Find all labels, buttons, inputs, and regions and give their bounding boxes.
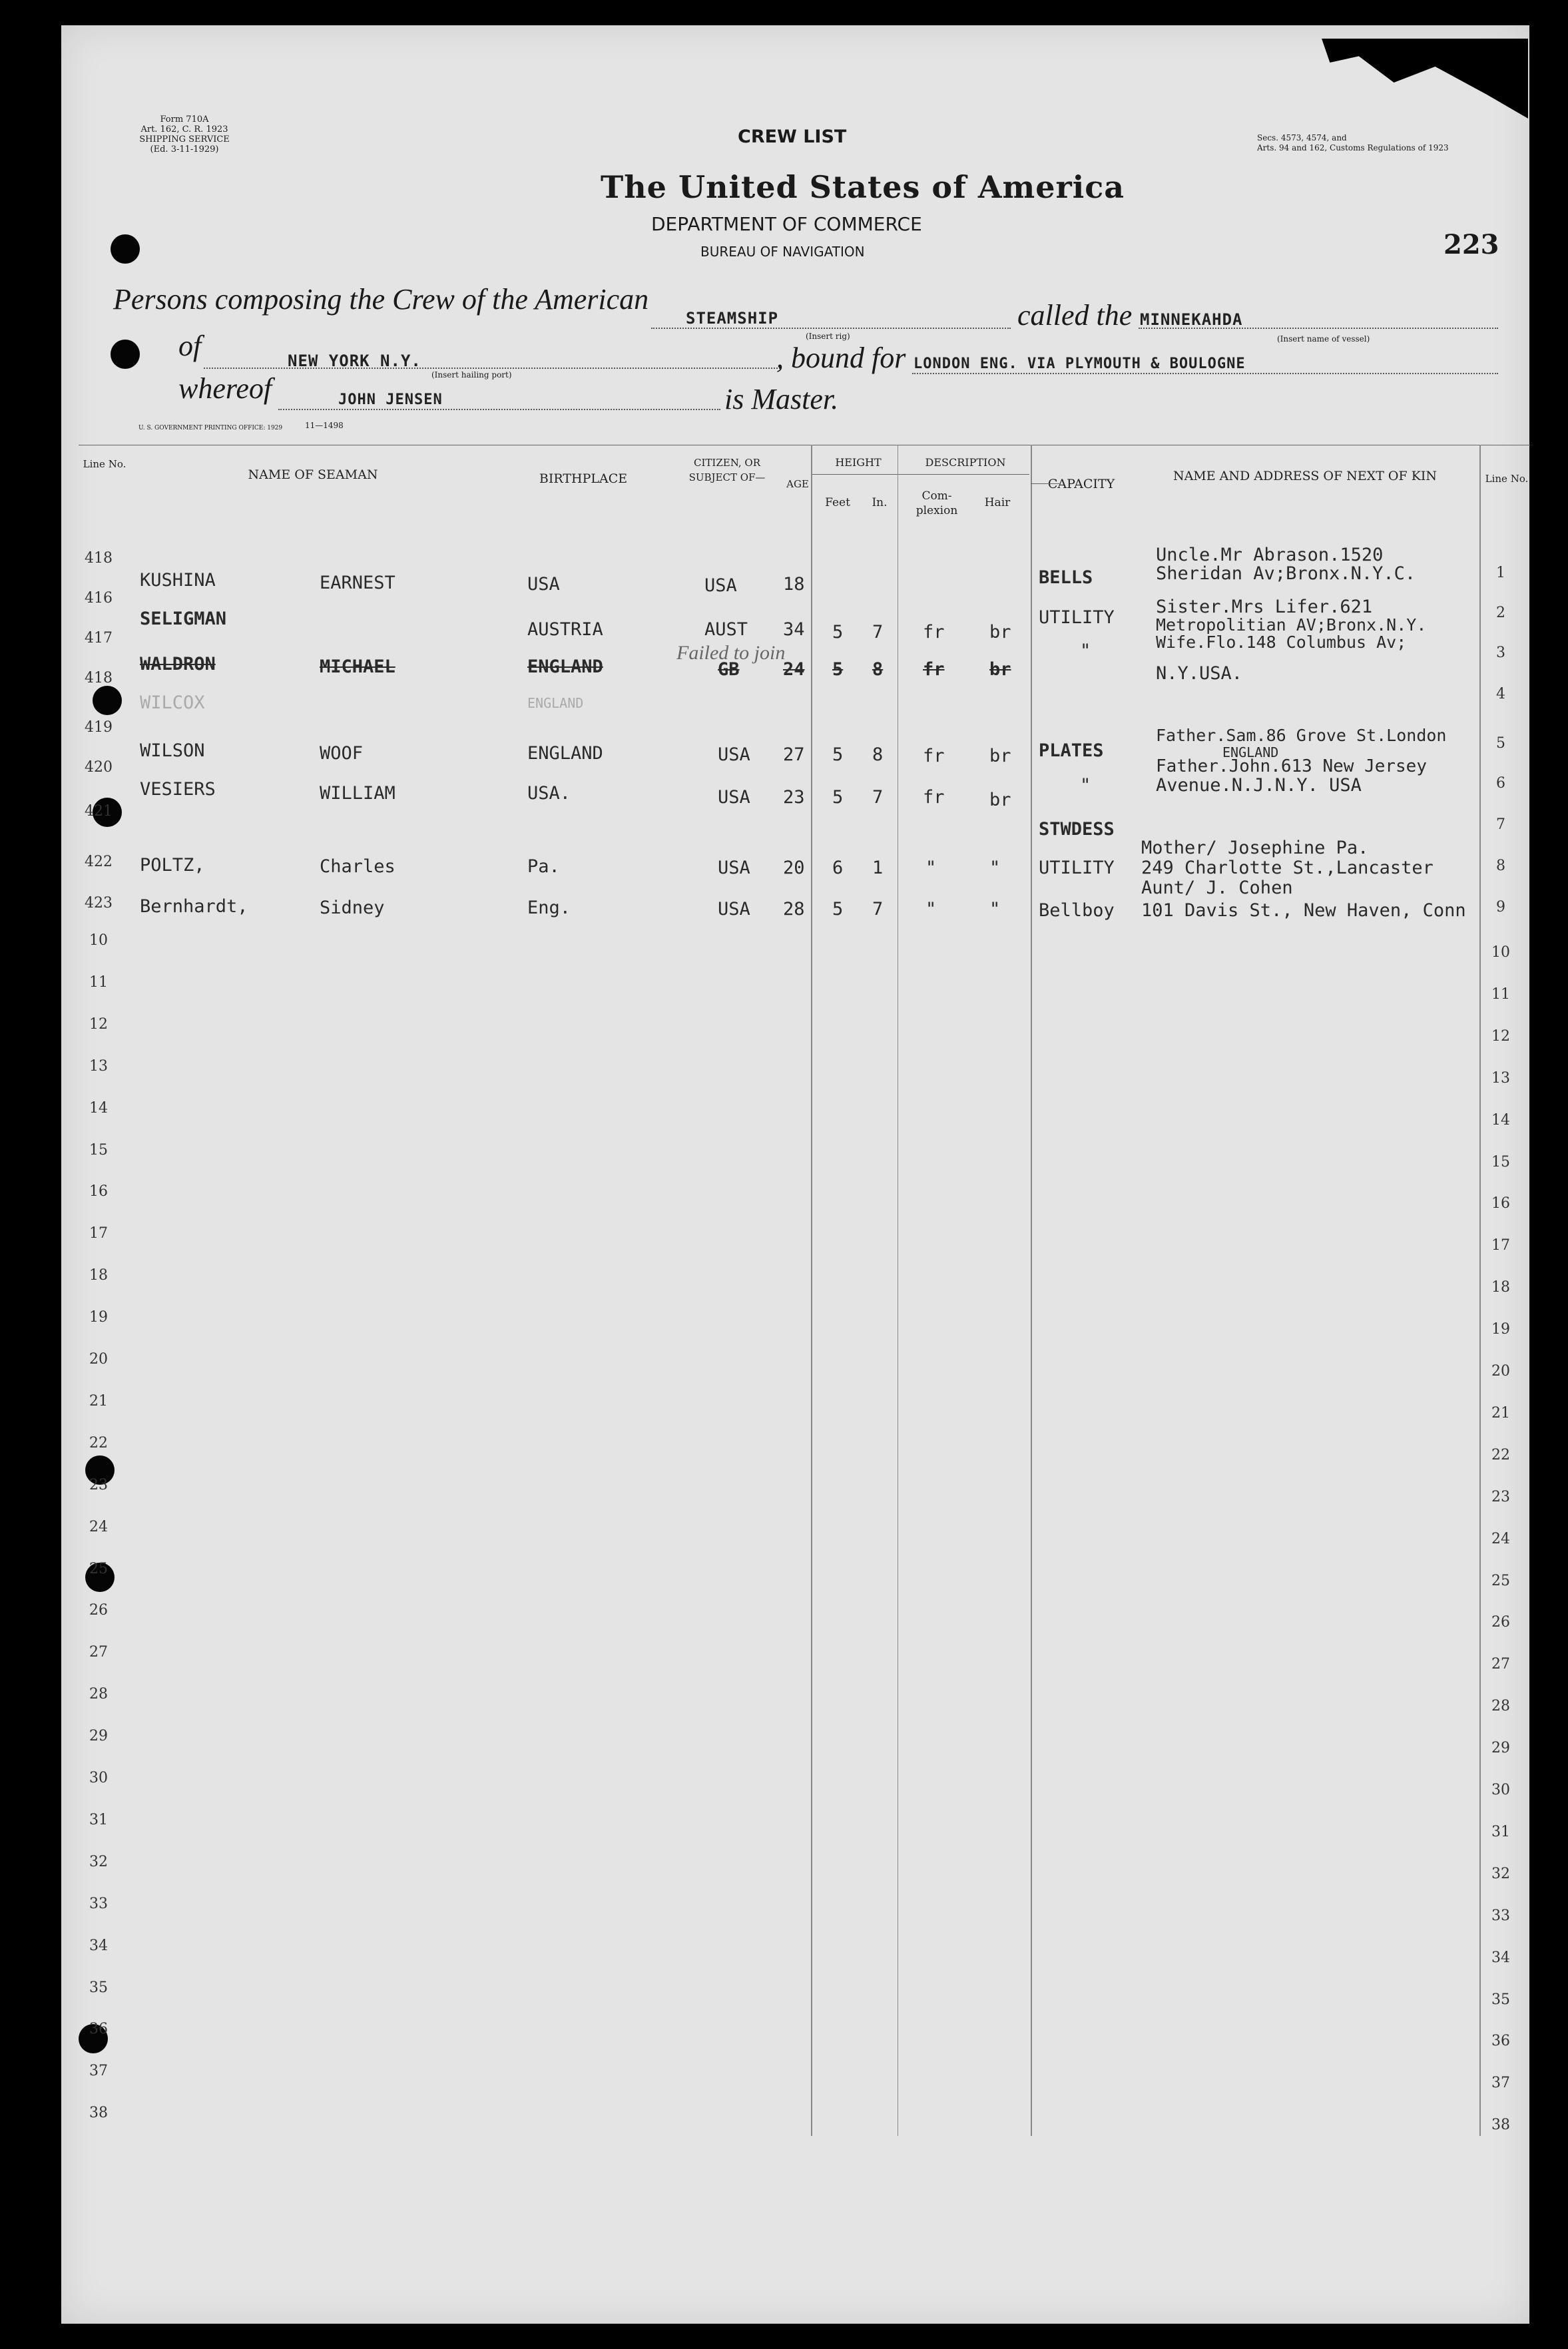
kin-name: Father.Sam.86 Grove St.London: [1156, 726, 1447, 745]
complexion: fr: [923, 622, 945, 643]
left-line-number: 26: [89, 1602, 108, 1619]
left-line-number: 27: [89, 1644, 108, 1661]
bureau-heading: BUREAU OF NAVIGATION: [700, 244, 865, 260]
kin-address: 249 Charlotte St.,Lancaster: [1141, 858, 1434, 878]
left-line-number: 31: [89, 1812, 108, 1828]
left-line-number: 29: [89, 1728, 108, 1744]
regulation-articles: Arts. 94 and 162, Customs Regulations of 1923: [1257, 143, 1449, 152]
left-line-number: 417: [85, 630, 113, 647]
seaman-given-name: Charles: [320, 856, 395, 877]
birthplace: Pa.: [527, 856, 560, 877]
right-line-number: 7: [1496, 816, 1505, 833]
height-inches: 7: [872, 787, 884, 808]
right-line-number: 25: [1491, 1573, 1510, 1589]
height-inches: 8: [872, 659, 884, 680]
kin-name: Uncle.Mr Abrason.1520: [1156, 545, 1384, 565]
citizenship: USA: [718, 899, 750, 919]
rule-before-capacity: [1031, 445, 1032, 2136]
label-bound: , bound for: [776, 342, 906, 374]
kin-address: N.Y.USA.: [1156, 663, 1243, 684]
citizenship: USA: [718, 744, 750, 765]
col-height: HEIGHT: [835, 456, 882, 469]
capacity: UTILITY: [1039, 607, 1115, 628]
birthplace: USA: [527, 574, 560, 595]
age: 20: [783, 858, 805, 878]
right-line-number: 26: [1491, 1614, 1510, 1631]
left-line-number: 18: [89, 1267, 108, 1284]
right-line-number: 17: [1491, 1237, 1510, 1254]
form-edition: (Ed. 3-11-1929): [150, 144, 219, 154]
left-line-number: 32: [89, 1854, 108, 1870]
seaman-given-name: Sidney: [320, 898, 385, 918]
right-line-number: 10: [1491, 944, 1510, 961]
col-line-no-right: Line No.: [1485, 473, 1529, 485]
vessel-rig: STEAMSHIP: [686, 309, 779, 328]
right-line-number: 21: [1491, 1405, 1510, 1422]
citizenship: USA: [704, 575, 737, 596]
rig-line: [651, 328, 1011, 329]
left-line-number: 37: [89, 2063, 108, 2079]
left-line-number: 422: [85, 854, 113, 870]
label-master: is Master.: [724, 383, 839, 415]
right-line-number: 2: [1496, 605, 1505, 621]
col-inches: In.: [872, 496, 888, 509]
punch-hole: [111, 340, 140, 369]
right-line-number: 16: [1491, 1195, 1510, 1212]
left-line-number: 38: [89, 2105, 108, 2121]
left-line-number: 14: [89, 1100, 108, 1117]
height-inches: 7: [872, 899, 884, 919]
right-line-number: 20: [1491, 1363, 1510, 1380]
kin-name: Mother/ Josephine Pa.: [1141, 838, 1369, 858]
form-article: Art. 162, C. R. 1923: [140, 125, 228, 134]
right-line-number: 33: [1491, 1908, 1510, 1924]
left-line-number: 15: [89, 1142, 108, 1159]
hair: br: [989, 790, 1011, 810]
punch-hole: [111, 234, 140, 264]
hair: ": [989, 899, 1001, 919]
citizenship: AUST: [704, 619, 748, 640]
left-line-number: 423: [85, 895, 113, 912]
form-number: Form 710A: [160, 115, 209, 125]
right-line-number: 24: [1491, 1531, 1510, 1547]
right-line-number: 14: [1491, 1112, 1510, 1129]
height-desc-rule: [812, 474, 1029, 475]
left-line-number: 12: [89, 1016, 108, 1033]
kin-name: Wife.Flo.148 Columbus Av;: [1156, 633, 1407, 652]
right-line-number: 1: [1496, 565, 1505, 581]
citizenship: USA: [718, 858, 750, 878]
height-feet: 6: [832, 858, 844, 878]
left-line-number: 30: [89, 1770, 108, 1786]
kin-address: Sheridan Av;Bronx.N.Y.C.: [1156, 563, 1416, 584]
label-of: of: [178, 330, 202, 362]
birthplace: Eng.: [527, 898, 571, 918]
capacity: ": [1080, 641, 1091, 661]
kin-name: Aunt/ J. Cohen: [1141, 878, 1293, 898]
right-line-number: 37: [1491, 2075, 1510, 2091]
right-line-number: 11: [1491, 986, 1510, 1003]
height-inches: 8: [872, 744, 884, 765]
col-next-of-kin: NAME AND ADDRESS OF NEXT OF KIN: [1173, 469, 1437, 483]
height-inches: 7: [872, 622, 884, 643]
col-birthplace: BIRTHPLACE: [539, 471, 628, 486]
print-code: 11—1498: [305, 421, 344, 430]
left-line-number: 25: [89, 1561, 108, 1577]
age: 24: [783, 659, 805, 680]
kin-address: Avenue.N.J.N.Y. USA: [1156, 775, 1362, 796]
right-line-number: 3: [1496, 645, 1505, 661]
age: 27: [783, 744, 805, 765]
seaman-given-name: WOOF: [320, 743, 364, 764]
col-description: DESCRIPTION: [925, 456, 1006, 469]
right-line-number: 34: [1491, 1950, 1510, 1966]
col-citizen: CITIZEN, OR SUBJECT OF—: [688, 457, 766, 483]
hailing-port: NEW YORK N.Y.: [288, 352, 421, 370]
left-line-number: 28: [89, 1686, 108, 1702]
left-line-number: 34: [89, 1938, 108, 1954]
left-line-number: 20: [89, 1351, 108, 1368]
complexion: fr: [923, 746, 945, 766]
kin-address: 101 Davis St., New Haven, Conn: [1141, 900, 1466, 921]
rig-hint: (Insert rig): [806, 332, 850, 341]
right-line-number: 19: [1491, 1321, 1510, 1338]
height-feet: 5: [832, 659, 844, 680]
right-line-number: 13: [1491, 1070, 1510, 1087]
label-whereof: whereof: [178, 372, 272, 405]
height-feet: 5: [832, 787, 844, 808]
col-line-no: Line No.: [83, 458, 127, 470]
left-line-number: 19: [89, 1309, 108, 1326]
height-inches: 1: [872, 858, 884, 878]
right-line-number: 15: [1491, 1154, 1510, 1171]
left-line-number: 416: [85, 590, 113, 607]
age: 23: [783, 787, 805, 808]
destination: LONDON ENG. VIA PLYMOUTH & BOULOGNE: [914, 356, 1246, 372]
birthplace: USA.: [527, 783, 571, 804]
form-info: [115, 115, 254, 154]
master-name: JOHN JENSEN: [338, 392, 443, 408]
right-line-number: 27: [1491, 1656, 1510, 1673]
col-age: AGE: [786, 478, 809, 490]
age: 34: [783, 619, 805, 640]
regulation-sections: Secs. 4573, 4574, and: [1257, 133, 1347, 142]
citizenship: GB: [718, 659, 740, 680]
seaman-surname: WILCOX: [140, 692, 205, 713]
col-hair: Hair: [984, 496, 1011, 509]
punch-hole: [93, 686, 122, 715]
left-line-number: 420: [85, 759, 113, 776]
left-line-number: 36: [89, 2021, 108, 2037]
left-line-number: 17: [89, 1225, 108, 1242]
col-capacity: CAPACITY: [1047, 477, 1115, 491]
age: 18: [783, 574, 805, 595]
complexion: ": [925, 858, 937, 878]
seaman-surname: SELIGMAN: [140, 609, 227, 629]
right-line-number: 22: [1491, 1447, 1510, 1463]
form-service: SHIPPING SERVICE: [139, 134, 230, 144]
page-number: 223: [1443, 229, 1499, 260]
hair: br: [989, 622, 1011, 643]
citizenship: USA: [718, 787, 750, 808]
capacity: PLATES: [1039, 740, 1104, 761]
port-hint: (Insert hailing port): [431, 370, 512, 380]
capacity: BELLS: [1039, 567, 1093, 588]
capacity: STWDESS: [1039, 819, 1115, 840]
kin-address: ENGLAND: [1222, 744, 1279, 760]
right-line-number: 36: [1491, 2033, 1510, 2049]
right-line-number: 28: [1491, 1698, 1510, 1714]
right-line-number: 31: [1491, 1824, 1510, 1840]
kin-address: Metropolitian AV;Bronx.N.Y.: [1156, 615, 1427, 635]
left-line-number: 21: [89, 1393, 108, 1410]
left-line-number: 24: [89, 1519, 108, 1535]
right-line-number: 29: [1491, 1740, 1510, 1756]
capacity: Bellboy: [1039, 900, 1115, 921]
birthplace: ENGLAND: [527, 695, 584, 711]
right-line-number: 35: [1491, 1991, 1510, 2008]
vessel-hint: (Insert name of vessel): [1277, 334, 1370, 344]
left-line-number: 13: [89, 1058, 108, 1075]
left-line-number: 16: [89, 1183, 108, 1200]
seaman-given-name: EARNEST: [320, 573, 395, 593]
complexion: fr: [923, 787, 945, 808]
birthplace: ENGLAND: [527, 743, 603, 764]
label-called: called the: [1017, 299, 1133, 332]
left-line-number: 33: [89, 1896, 108, 1912]
hair: ": [989, 858, 1001, 878]
height-feet: 5: [832, 899, 844, 919]
complexion: fr: [923, 659, 945, 680]
right-line-number: 8: [1496, 858, 1505, 874]
height-feet: 5: [832, 744, 844, 765]
department-heading: DEPARTMENT OF COMMERCE: [651, 213, 922, 235]
seaman-surname: VESIERS: [140, 779, 216, 800]
hair: br: [989, 746, 1011, 766]
right-line-number: 6: [1496, 775, 1505, 792]
capacity-tick: [1031, 483, 1060, 484]
right-line-number: 38: [1491, 2117, 1510, 2133]
right-line-number: 23: [1491, 1489, 1510, 1505]
seaman-surname: WALDRON: [140, 654, 216, 674]
seaman-surname: Bernhardt,: [140, 896, 248, 917]
right-line-number: 9: [1496, 899, 1505, 915]
seaman-surname: KUSHINA: [140, 570, 216, 591]
right-line-number: 18: [1491, 1279, 1510, 1296]
capacity: UTILITY: [1039, 858, 1115, 878]
kin-name: Father.John.613 New Jersey: [1156, 756, 1427, 776]
left-line-number: 22: [89, 1435, 108, 1451]
seaman-given-name: MICHAEL: [320, 656, 395, 677]
left-line-number: 418: [85, 670, 113, 686]
left-line-number: 418: [85, 550, 113, 567]
master-line: [278, 409, 720, 410]
left-line-number: 421: [85, 803, 113, 820]
left-line-number: 23: [89, 1477, 108, 1493]
left-line-number: 419: [85, 719, 113, 736]
vessel-name: MINNEKAHDA: [1140, 310, 1243, 329]
left-line-number: 11: [89, 974, 108, 991]
seaman-surname: WILSON: [140, 740, 205, 761]
right-line-number: 30: [1491, 1782, 1510, 1798]
country-heading: The United States of America: [601, 169, 1125, 205]
right-line-number: 12: [1491, 1028, 1510, 1045]
right-line-number: 5: [1496, 735, 1505, 752]
document-title: CREW LIST: [738, 127, 847, 147]
rule-before-feet: [811, 445, 812, 2136]
height-feet: 5: [832, 622, 844, 643]
birthplace: ENGLAND: [527, 656, 603, 677]
handwritten-note: Failed to join: [676, 642, 786, 664]
complexion: ": [925, 899, 937, 919]
left-line-number: 10: [89, 932, 108, 949]
regulation-ref: [1257, 133, 1503, 153]
col-complexion: Com- plexion: [915, 489, 958, 517]
birthplace: AUSTRIA: [527, 619, 603, 640]
label-persons: Persons composing the Crew of the American: [113, 283, 649, 316]
destination-line: [912, 373, 1498, 374]
seaman-given-name: WILLIAM: [320, 783, 395, 804]
seaman-surname: POLTZ,: [140, 855, 205, 876]
right-line-number: 4: [1496, 686, 1505, 702]
printing-office: U. S. GOVERNMENT PRINTING OFFICE: 1929: [138, 425, 283, 431]
capacity: ": [1080, 775, 1091, 796]
col-name: NAME OF SEAMAN: [248, 467, 378, 482]
hair: br: [989, 659, 1011, 680]
col-feet: Feet: [825, 496, 850, 509]
age: 28: [783, 899, 805, 919]
left-line-number: 35: [89, 1979, 108, 1996]
right-line-number: 32: [1491, 1866, 1510, 1882]
kin-name: Sister.Mrs Lifer.621: [1156, 597, 1373, 617]
